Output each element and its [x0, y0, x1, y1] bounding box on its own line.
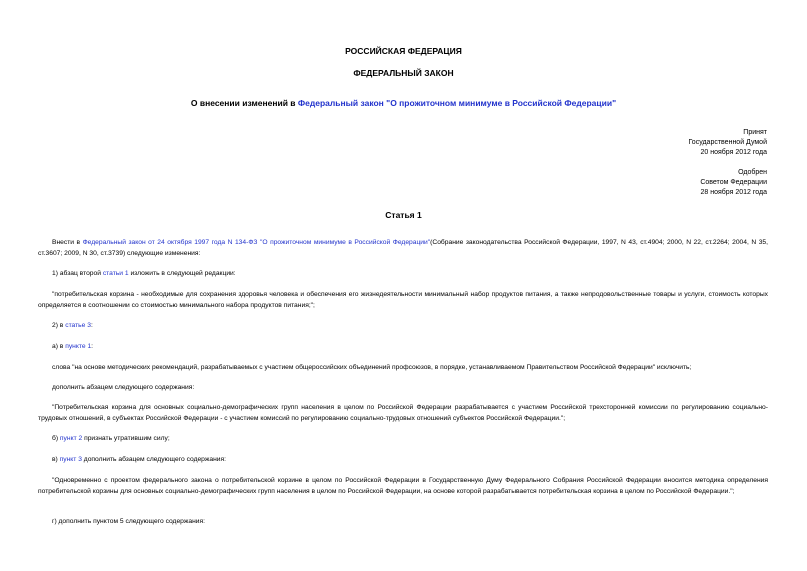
paragraph-text: г) дополнить пунктом 5 следующего содержания: — [52, 518, 206, 525]
paragraph-text: "Одновременно с проектом федерального закона о потребительской корзине в целом по Российской Федерации в Государственную Думу Федерального Собрания Российской Федерации вносится методика определения потребительской корзины для основных социально-демографических групп населения в целом по Российской Федерации, на основе которой разрабатывается потребительская корзина в целом по Российской Федерации."; — [38, 477, 768, 495]
paragraph-text: признать утратившим силу; — [82, 435, 170, 442]
paragraph-text: в) — [52, 456, 60, 463]
point-3-link[interactable]: пункт 3 — [59, 456, 82, 463]
title-law-link[interactable]: Федеральный закон "О прожиточном минимуме в Российской Федерации" — [297, 98, 617, 108]
paragraph-text: дополнить абзацем следующего содержания: — [81, 456, 227, 463]
paragraph-text: "Потребительская корзина для основных социально-демографических групп населения в целом по Российской Федерации разрабатывается с участием Российской трехсторонней комиссии по регулированию социально-трудовых отношений, в субъектах Российской Федерации - с участием комиссий по регулированию социально-трудовых отношений субъектов Российской Федерации."; — [38, 404, 768, 422]
approval-line-1: Одобрен — [738, 169, 767, 176]
paragraph-text: (Собрание законодательства Российской Федерации, 1997, N 43, ст.4904; 2000, N 22, ст.2264; 2004, N 35, ст.3607; 2009, N 30, ст.3739) следующие изменения: — [38, 239, 768, 257]
paragraph-subitem-g — [38, 517, 768, 528]
adoption-block — [688, 128, 767, 158]
title-prefix: О внесении изменений в — [190, 98, 298, 108]
adoption-line-1: Принят — [743, 129, 767, 136]
article-3-link[interactable]: статье 3 — [65, 322, 91, 329]
country-heading: РОССИЙСКАЯ ФЕДЕРАЦИЯ — [345, 46, 462, 56]
approval-block — [700, 168, 767, 198]
paragraph-text: б) — [52, 435, 60, 442]
paragraph-quote-basket — [38, 290, 768, 311]
law-name-link[interactable]: "О прожиточном минимуме в Российской Федерации" — [259, 239, 431, 246]
paragraph-text: 1) абзац второй — [52, 270, 103, 277]
article-1-link[interactable]: статьи 1 — [102, 270, 129, 277]
article-heading: Статья 1 — [385, 210, 422, 220]
point-1-link[interactable]: пункте 1 — [65, 343, 92, 350]
paragraph-intro — [38, 238, 768, 259]
paragraph-words-exclude — [38, 363, 768, 374]
paragraph-subitem-b — [38, 434, 768, 445]
approval-line-2: Советом Федерации — [700, 179, 767, 186]
paragraph-text: 2) в — [52, 322, 66, 329]
paragraph-text: Внести в — [52, 239, 83, 246]
paragraph-subitem-a — [38, 342, 768, 353]
adoption-line-2: Государственной Думой — [688, 139, 767, 146]
paragraph-item-2 — [38, 321, 768, 332]
paragraph-subitem-v — [38, 455, 768, 466]
paragraph-text: "потребительская корзина - необходимые для сохранения здоровья человека и обеспечения его жизнедеятельности минимальный набор продуктов питания, а также непродовольственные товары и услуги, стоимость которых определяется в соотношении со стоимостью минимального набора продуктов питания;"; — [38, 291, 768, 309]
document-type-heading: ФЕДЕРАЛЬНЫЙ ЗАКОН — [353, 68, 454, 78]
paragraph-text: изложить в следующей редакции: — [128, 270, 236, 277]
paragraph-text: : — [91, 343, 94, 350]
document-title — [0, 98, 807, 108]
paragraph-text: дополнить абзацем следующего содержания: — [52, 384, 195, 391]
approval-line-3: 28 ноября 2012 года — [700, 189, 767, 196]
paragraph-quote-commission — [38, 403, 768, 424]
paragraph-text: : — [90, 322, 93, 329]
law-date-link[interactable]: Федеральный закон от 24 октября 1997 года N 134-ФЗ — [82, 239, 258, 246]
paragraph-quote-methodology — [38, 476, 768, 497]
point-2-link[interactable]: пункт 2 — [59, 435, 83, 442]
paragraph-item-1 — [38, 269, 768, 280]
adoption-line-3: 20 ноября 2012 года — [700, 149, 767, 156]
paragraph-text: а) в — [52, 343, 66, 350]
paragraph-text: слова "на основе методических рекомендаций, разрабатываемых с участием общероссийских объединений профсоюзов, в порядке, устанавливаемом Правительством Российской Федерации" исключить; — [52, 364, 692, 371]
paragraph-supplement — [38, 383, 768, 394]
